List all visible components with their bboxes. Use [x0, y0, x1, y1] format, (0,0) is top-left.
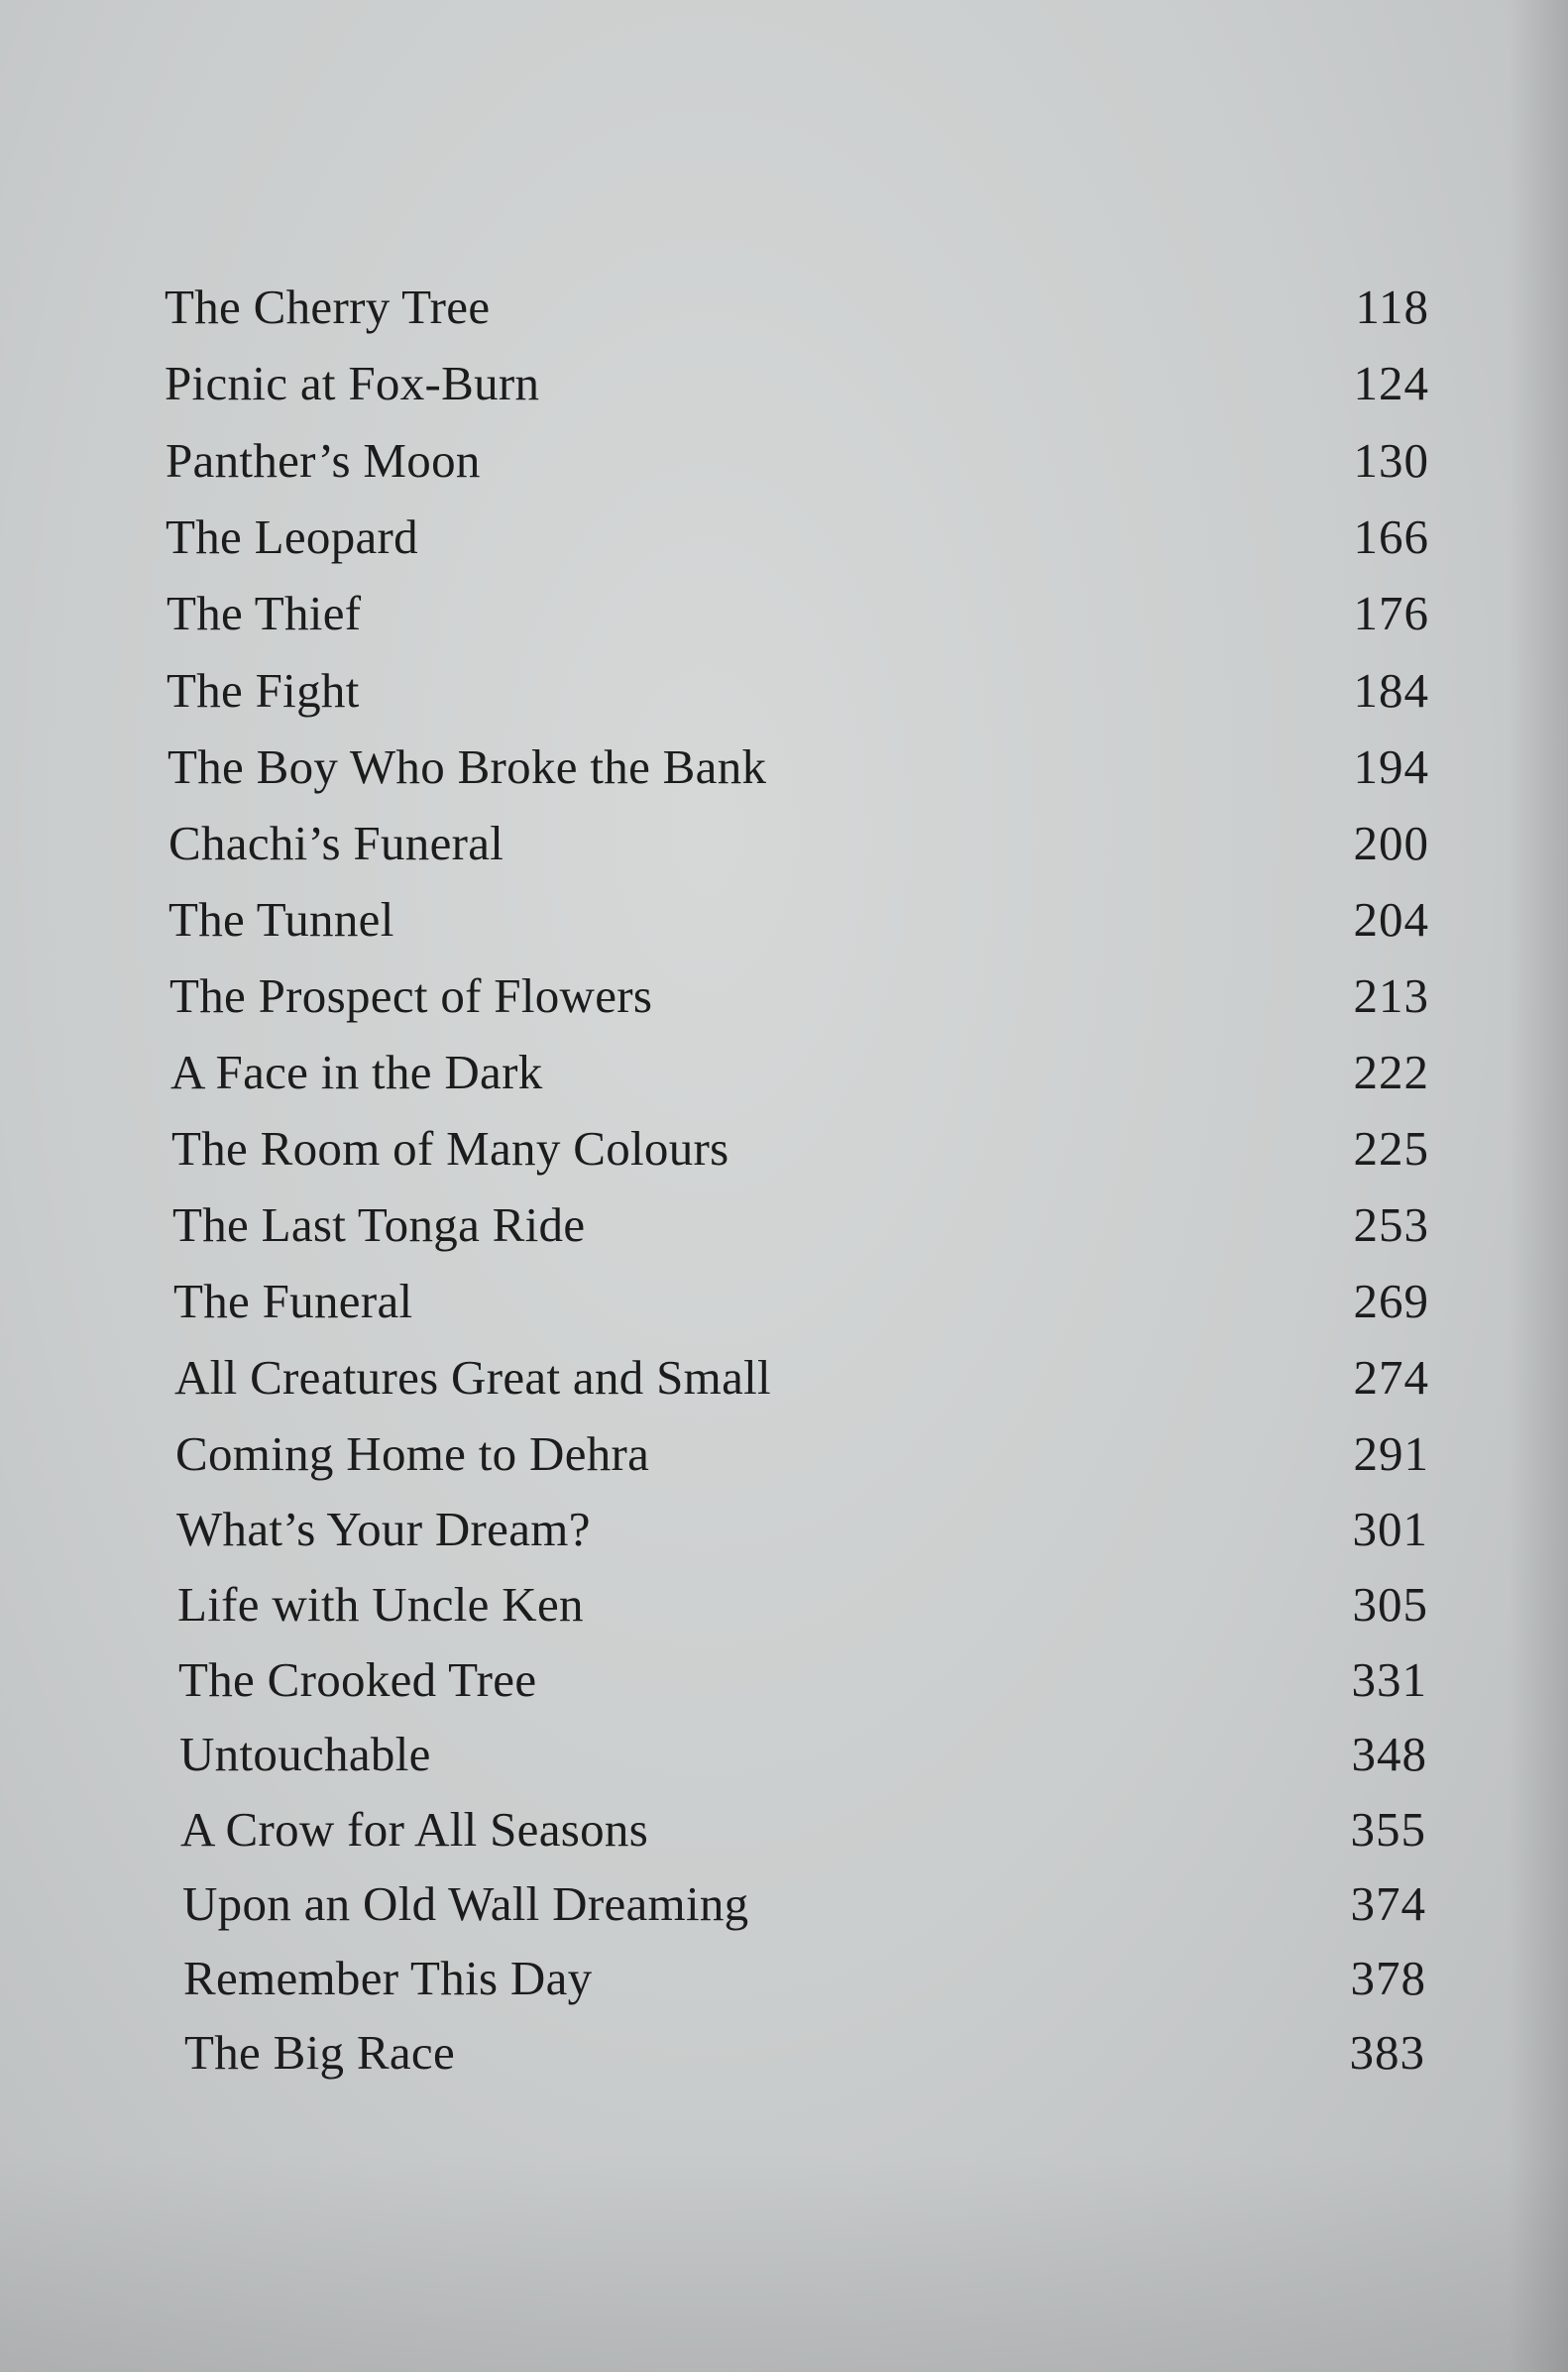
- entry-page-number: 213: [1353, 968, 1429, 1023]
- entry-page-number: 194: [1353, 739, 1429, 794]
- entry-title: Untouchable: [179, 1727, 431, 1781]
- entry-title: The Cherry Tree: [165, 280, 491, 334]
- entry-page-number: 118: [1355, 280, 1429, 334]
- entry-page-number: 383: [1349, 2025, 1425, 2080]
- toc-entry: [170, 1035, 1429, 1110]
- toc-entry: [177, 1567, 1428, 1642]
- entry-title: What’s Your Dream?: [176, 1502, 591, 1556]
- entry-page-number: 274: [1353, 1350, 1429, 1405]
- entry-title: The Prospect of Flowers: [169, 968, 653, 1023]
- entry-page-number: 130: [1353, 433, 1429, 488]
- entry-title: A Crow for All Seasons: [180, 1802, 649, 1857]
- entry-title: Coming Home to Dehra: [175, 1426, 650, 1481]
- entry-title: The Last Tonga Ride: [172, 1197, 586, 1252]
- entry-page-number: 355: [1350, 1802, 1426, 1857]
- entry-title: The Room of Many Colours: [171, 1121, 729, 1176]
- toc-entry: [168, 882, 1429, 958]
- entry-page-number: 291: [1353, 1426, 1429, 1481]
- entry-title: The Boy Who Broke the Bank: [168, 739, 767, 794]
- entry-title: All Creatures Great and Small: [174, 1350, 771, 1405]
- toc-entry: [183, 1941, 1426, 2016]
- entry-title: The Thief: [167, 586, 362, 640]
- entry-page-number: 305: [1352, 1577, 1428, 1632]
- entry-page-number: 225: [1353, 1121, 1429, 1176]
- entry-title: The Fight: [167, 663, 360, 718]
- toc-entry: [175, 1416, 1429, 1492]
- entry-page-number: 374: [1350, 1876, 1426, 1931]
- toc-entry: [168, 730, 1429, 805]
- entry-page-number: 184: [1353, 663, 1429, 718]
- toc-entry: [172, 1187, 1429, 1263]
- toc-entry: [173, 1264, 1429, 1339]
- entry-page-number: 253: [1353, 1197, 1429, 1252]
- toc-entry: [169, 959, 1429, 1034]
- entry-page-number: 269: [1353, 1274, 1429, 1328]
- toc-entry: [179, 1717, 1427, 1792]
- entry-page-number: 331: [1351, 1652, 1427, 1707]
- entry-page-number: 378: [1350, 1951, 1426, 2005]
- toc-entry: [167, 653, 1429, 729]
- entry-page-number: 348: [1351, 1727, 1427, 1781]
- toc-entry: [182, 1866, 1426, 1942]
- entry-page-number: 176: [1353, 586, 1429, 640]
- toc-entry: [174, 1340, 1429, 1415]
- entry-page-number: 301: [1352, 1502, 1428, 1556]
- toc-entry: [184, 2015, 1425, 2090]
- toc-entry: [178, 1642, 1427, 1718]
- entry-page-number: 166: [1353, 509, 1429, 564]
- entry-title: The Leopard: [166, 509, 418, 564]
- entry-title: Picnic at Fox-Burn: [165, 356, 540, 410]
- toc-entry: [166, 423, 1429, 499]
- entry-title: Panther’s Moon: [166, 433, 481, 488]
- entry-title: The Funeral: [173, 1274, 413, 1328]
- toc-entry: [171, 1111, 1429, 1186]
- toc-entry: [167, 576, 1429, 651]
- entry-title: Life with Uncle Ken: [177, 1577, 584, 1632]
- entry-title: The Crooked Tree: [178, 1652, 537, 1707]
- entry-page-number: 222: [1353, 1045, 1429, 1099]
- entry-title: A Face in the Dark: [170, 1045, 543, 1099]
- entry-title: Remember This Day: [183, 1951, 593, 2005]
- toc-entry: [176, 1492, 1428, 1567]
- entry-title: Upon an Old Wall Dreaming: [182, 1876, 749, 1931]
- entry-title: The Big Race: [184, 2025, 456, 2080]
- entry-page-number: 124: [1353, 356, 1429, 410]
- toc-entry: [165, 270, 1429, 345]
- toc-entry: [180, 1792, 1426, 1867]
- entry-page-number: 204: [1353, 892, 1429, 947]
- entry-page-number: 200: [1353, 816, 1429, 870]
- entry-title: The Tunnel: [168, 892, 394, 947]
- toc-entry: [165, 346, 1429, 421]
- toc-entry: [166, 500, 1429, 575]
- toc-entry: [168, 806, 1429, 881]
- entry-title: Chachi’s Funeral: [168, 816, 504, 870]
